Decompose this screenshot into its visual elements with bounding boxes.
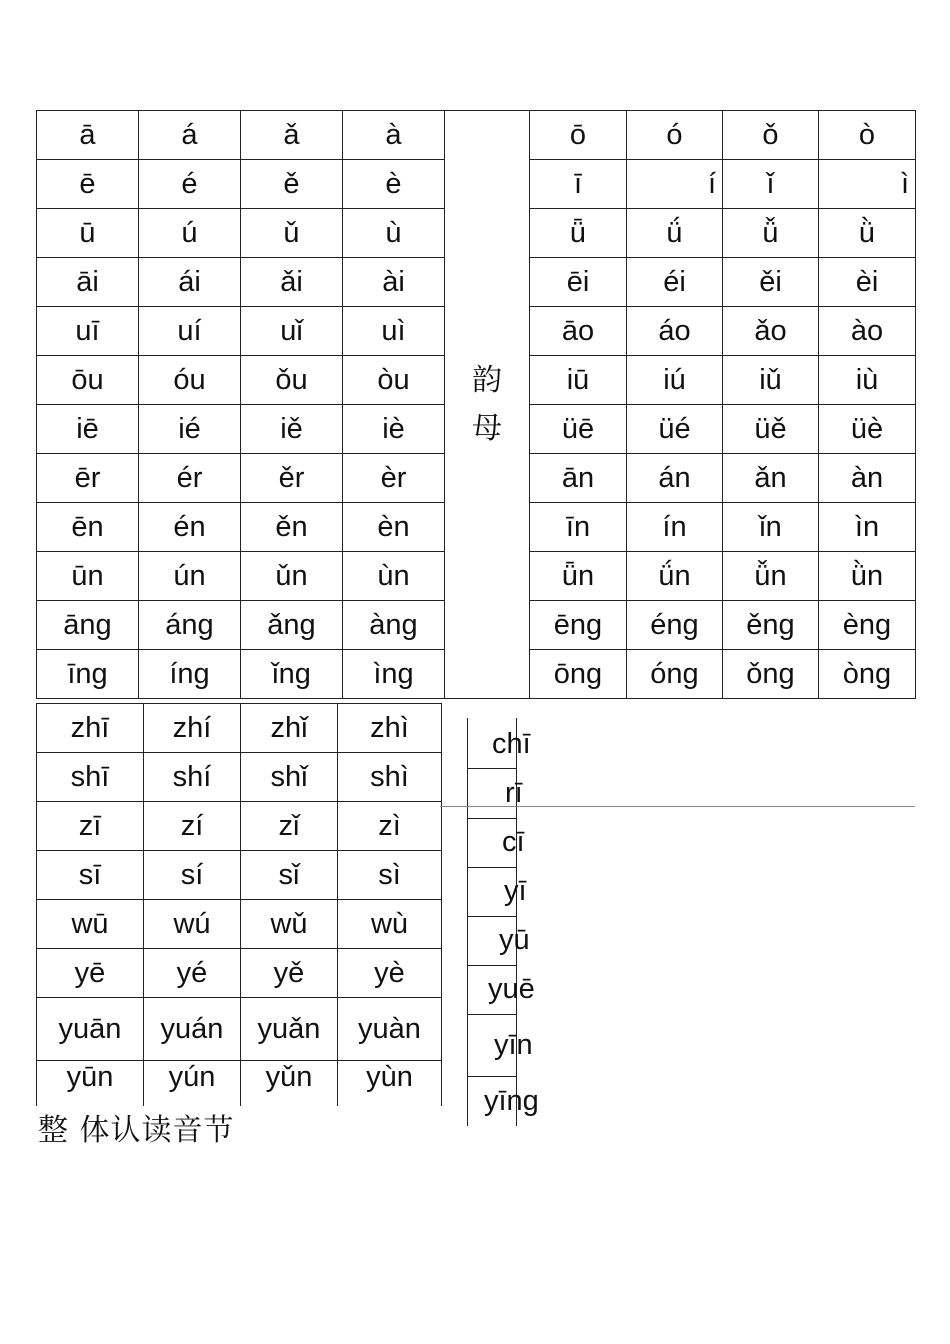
zhengti-row	[37, 900, 442, 949]
zhengti-cell: yǔn	[241, 1061, 338, 1107]
yunmu-cell: ú	[139, 209, 241, 258]
zhengti-row	[37, 998, 442, 1061]
zhengti-cell: yuǎn	[241, 998, 338, 1061]
yunmu-cell: ēi	[530, 258, 627, 307]
zhengti-cell: sí	[144, 851, 241, 900]
side-syllable: yū	[499, 924, 530, 956]
zhengti-cell: sī	[37, 851, 144, 900]
zhengti-cell: zǐ	[241, 802, 338, 851]
yunmu-cell: iū	[530, 356, 627, 405]
yunmu-cell: óng	[627, 650, 723, 699]
yunmu-cell: āi	[37, 258, 139, 307]
yunmu-cell: ín	[627, 503, 723, 552]
yunmu-cell: ìng	[343, 650, 445, 699]
zhengti-cell: yūn	[37, 1061, 144, 1107]
yunmu-cell: ǜ	[819, 209, 916, 258]
yunmu-cell: àn	[819, 454, 916, 503]
yunmu-cell: iù	[819, 356, 916, 405]
yunmu-cell: è	[343, 160, 445, 209]
zhengti-cell: yún	[144, 1061, 241, 1107]
zhengti-cell: shǐ	[241, 753, 338, 802]
yunmu-cell: én	[139, 503, 241, 552]
side-column-divider	[468, 916, 516, 917]
yunmu-cell: ǒ	[723, 111, 819, 160]
side-column-divider	[468, 768, 516, 769]
yunmu-cell: ǐ	[723, 160, 819, 209]
yunmu-cell: ié	[139, 405, 241, 454]
zhengti-cell: yē	[37, 949, 144, 998]
yunmu-cell: à	[343, 111, 445, 160]
yunmu-cell: ái	[139, 258, 241, 307]
yunmu-cell: ā	[37, 111, 139, 160]
yunmu-cell: ěng	[723, 601, 819, 650]
yunmu-cell: ǒng	[723, 650, 819, 699]
caption-title: 整 体认读音节	[38, 1113, 235, 1148]
yunmu-cell: ǎn	[723, 454, 819, 503]
yunmu-cell: ún	[139, 552, 241, 601]
yunmu-cell: ěn	[241, 503, 343, 552]
yunmu-cell: ó	[627, 111, 723, 160]
yunmu-cell: iú	[627, 356, 723, 405]
yunmu-cell: ěr	[241, 454, 343, 503]
yunmu-cell: āng	[37, 601, 139, 650]
yunmu-cell: īng	[37, 650, 139, 699]
yunmu-cell: òng	[819, 650, 916, 699]
yunmu-cell: óu	[139, 356, 241, 405]
yunmu-cell: àng	[343, 601, 445, 650]
yunmu-cell: ǔ	[241, 209, 343, 258]
side-column-divider	[468, 1014, 516, 1015]
zhengti-cell: wǔ	[241, 900, 338, 949]
yunmu-cell: uí	[139, 307, 241, 356]
zhengti-cell: shī	[37, 753, 144, 802]
side-syllable: cī	[502, 826, 525, 858]
yunmu-label-text: 韵 母	[472, 362, 502, 446]
zhengti-cell: wú	[144, 900, 241, 949]
zhengti-row	[37, 704, 442, 753]
yunmu-cell: üè	[819, 405, 916, 454]
yunmu-cell: ér	[139, 454, 241, 503]
yunmu-cell: ò	[819, 111, 916, 160]
yunmu-cell: ēr	[37, 454, 139, 503]
zhengti-table	[36, 703, 442, 1106]
yunmu-cell: èi	[819, 258, 916, 307]
yunmu-cell: ǚ	[723, 209, 819, 258]
zhengti-cell: zì	[338, 802, 442, 851]
side-syllable: yī	[504, 875, 527, 907]
yunmu-cell: éi	[627, 258, 723, 307]
yunmu-cell: ǖ	[530, 209, 627, 258]
zhengti-cell: yé	[144, 949, 241, 998]
yunmu-cell: ēn	[37, 503, 139, 552]
zhengti-cell: yè	[338, 949, 442, 998]
yunmu-cell: ī	[530, 160, 627, 209]
zhengti-cell: sǐ	[241, 851, 338, 900]
yunmu-cell: üē	[530, 405, 627, 454]
yunmu-cell: ài	[343, 258, 445, 307]
yunmu-cell: ǖn	[530, 552, 627, 601]
yunmu-cell: ǐn	[723, 503, 819, 552]
zhengti-cell: yuàn	[338, 998, 442, 1061]
yunmu-cell: ǒu	[241, 356, 343, 405]
yunmu-cell: āo	[530, 307, 627, 356]
yunmu-cell: áo	[627, 307, 723, 356]
yunmu-cell: üě	[723, 405, 819, 454]
zhengti-row	[37, 1061, 442, 1107]
yunmu-cell: uǐ	[241, 307, 343, 356]
zhengti-cell: yuán	[144, 998, 241, 1061]
zhengti-cell: zī	[37, 802, 144, 851]
yunmu-cell: ǚn	[723, 552, 819, 601]
yunmu-cell: uī	[37, 307, 139, 356]
zhengti-row	[37, 851, 442, 900]
zhengti-cell: zí	[144, 802, 241, 851]
yunmu-cell: án	[627, 454, 723, 503]
yunmu-cell: áng	[139, 601, 241, 650]
yunmu-cell: ēng	[530, 601, 627, 650]
zhengti-cell: shí	[144, 753, 241, 802]
yunmu-cell: ǎo	[723, 307, 819, 356]
yunmu-row	[37, 111, 916, 160]
yunmu-cell: é	[139, 160, 241, 209]
yunmu-cell: ān	[530, 454, 627, 503]
zhengti-row	[37, 753, 442, 802]
yunmu-cell: èr	[343, 454, 445, 503]
yunmu-cell: á	[139, 111, 241, 160]
yunmu-cell: ǐng	[241, 650, 343, 699]
yunmu-cell: ē	[37, 160, 139, 209]
zhengti-cell: yùn	[338, 1061, 442, 1107]
yunmu-cell: èng	[819, 601, 916, 650]
yunmu-cell: ōng	[530, 650, 627, 699]
yunmu-cell: ǎng	[241, 601, 343, 650]
yunmu-cell: ūn	[37, 552, 139, 601]
zhengti-cell: zhī	[37, 704, 144, 753]
yunmu-cell: iě	[241, 405, 343, 454]
yunmu-cell: ùn	[343, 552, 445, 601]
side-syllable: yīn	[494, 1029, 533, 1061]
zhengti-cell: wù	[338, 900, 442, 949]
yunmu-cell: īn	[530, 503, 627, 552]
zhengti-cell: shì	[338, 753, 442, 802]
yunmu-cell: üé	[627, 405, 723, 454]
yunmu-cell: ìn	[819, 503, 916, 552]
yunmu-cell: ù	[343, 209, 445, 258]
side-syllable: rī	[505, 777, 523, 809]
yunmu-cell: ě	[241, 160, 343, 209]
yunmu-cell: ǔn	[241, 552, 343, 601]
side-syllable: yuē	[488, 973, 535, 1005]
zhengti-row	[37, 949, 442, 998]
side-syllable: yīng	[484, 1085, 539, 1117]
yunmu-cell: ǘ	[627, 209, 723, 258]
zhengti-cell: yě	[241, 949, 338, 998]
yunmu-cell: ěi	[723, 258, 819, 307]
yunmu-cell: ǜn	[819, 552, 916, 601]
yunmu-cell: ào	[819, 307, 916, 356]
zhengti-cell: zhǐ	[241, 704, 338, 753]
yunmu-cell: ǎ	[241, 111, 343, 160]
yunmu-cell: íng	[139, 650, 241, 699]
yunmu-cell: ì	[819, 160, 916, 209]
yunmu-cell: iē	[37, 405, 139, 454]
zhengti-cell: yuān	[37, 998, 144, 1061]
yunmu-cell: èn	[343, 503, 445, 552]
side-column-divider	[468, 1076, 516, 1077]
side-column-left-border	[467, 718, 468, 1126]
yunmu-cell: ǎi	[241, 258, 343, 307]
yunmu-cell: iǔ	[723, 356, 819, 405]
side-syllable: chī	[492, 728, 531, 760]
yunmu-cell: òu	[343, 356, 445, 405]
yunmu-cell: iè	[343, 405, 445, 454]
zhengti-cell: zhí	[144, 704, 241, 753]
zhengti-cell: wū	[37, 900, 144, 949]
yunmu-table	[36, 110, 916, 699]
zhengti-cell: zhì	[338, 704, 442, 753]
zhengti-cell: sì	[338, 851, 442, 900]
yunmu-cell: ōu	[37, 356, 139, 405]
side-column-divider	[468, 867, 516, 868]
side-column-divider	[468, 965, 516, 966]
yunmu-cell: ū	[37, 209, 139, 258]
yunmu-label	[445, 111, 530, 699]
yunmu-cell: í	[627, 160, 723, 209]
yunmu-cell: uì	[343, 307, 445, 356]
zhengti-row	[37, 802, 442, 851]
yunmu-cell: éng	[627, 601, 723, 650]
side-column-divider	[468, 818, 516, 819]
yunmu-cell: ǘn	[627, 552, 723, 601]
yunmu-cell: ō	[530, 111, 627, 160]
